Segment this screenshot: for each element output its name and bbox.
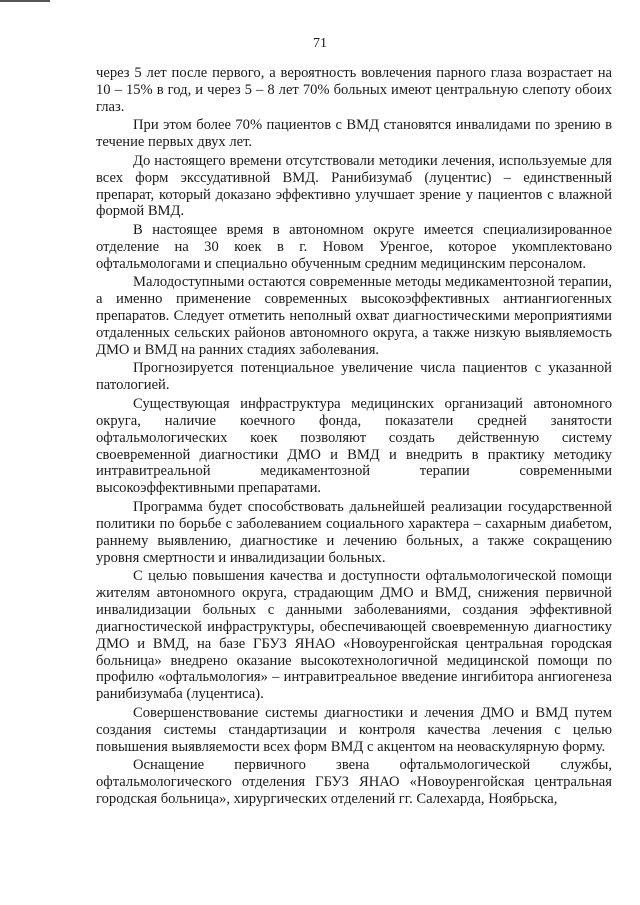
- paragraph: Совершенствование системы диагностики и лечения ДМО и ВМД путем создания системы стандартизации и контроля качества лечения с целью повышения выявляемости всех форм ВМД с акцентом на неоваскулярную форму.: [96, 704, 612, 755]
- paragraph: Прогнозируется потенциальное увеличение числа пациентов с указанной патологией.: [96, 360, 612, 394]
- document-body: [96, 65, 612, 810]
- paragraph: С целью повышения качества и доступности офтальмологической помощи жителям автономного округа, страдающим ДМО и ВМД, снижения первичной инвалидизации больных с данными заболеваниями, создания эффективной диагностической инфраструктуры, обеспечивающей своевременную диагностику ДМО и ВМД, на базе ГБУЗ ЯНАО «Новоуренгойская центральная городская больница» внедрено оказание высокотехнологичной медицинской помощи по профилю «офтальмология» – интравитреальное введение ингибитора ангиогенеза ранибизумаба (луцентиса).: [96, 568, 612, 703]
- page-number: 71: [313, 36, 327, 51]
- paragraph: Малодоступными остаются современные методы медикаментозной терапии, а именно применение современных высокоэффективных антиангиогенных препаратов. Следует отметить неполный охват диагностическими мероприятиями отдаленных сельских районов автономного округа, а также низкую выявляемость ДМО и ВМД на ранних стадиях заболевания.: [96, 274, 612, 358]
- paragraph: Существующая инфраструктура медицинских организаций автономного округа, наличие коечного фонда, показатели средней занятости офтальмологических коек позволяют создать действенную систему своевременной диагностики ДМО и ВМД и внедрить в практику методику интравитреальной медикаментозной терапии современными высокоэффективными препаратами.: [96, 395, 612, 497]
- paragraph-continuation: через 5 лет после первого, а вероятность вовлечения парного глаза возрастает на 10 – 15% в год, и через 5 – 8 лет 70% больных имеют центральную слепоту обоих глаз.: [96, 65, 612, 115]
- paragraph: Программа будет способствовать дальнейшей реализации государственной политики по борьбе с заболеванием социального характера – сахарным диабетом, раннему выявлению, диагностике и лечению больных, а также сокращению уровня смертности и инвалидизации больных.: [96, 498, 612, 566]
- paragraph: В настоящее время в автономном округе имеется специализированное отделение на 30 коек в г. Новом Уренгое, которое укомплектовано офтальмологами и специально обученным средним медицинским персоналом.: [96, 221, 612, 272]
- scan-edge-mark: [0, 0, 50, 2]
- paragraph: При этом более 70% пациентов с ВМД становятся инвалидами по зрению в течение первых двух лет.: [96, 117, 612, 151]
- paragraph: До настоящего времени отсутствовали методики лечения, используемые для всех форм экссудативной ВМД. Ранибизумаб (луцентис) – единственный препарат, который доказано эффективно улучшает зрение у пациентов с влажной формой ВМД.: [96, 152, 612, 220]
- paragraph: Оснащение первичного звена офтальмологической службы, офтальмологического отделения ГБУЗ ЯНАО «Новоуренгойская центральная городская больница», хирургических отделений гг. Салехарда, Ноябрьска,: [96, 757, 612, 807]
